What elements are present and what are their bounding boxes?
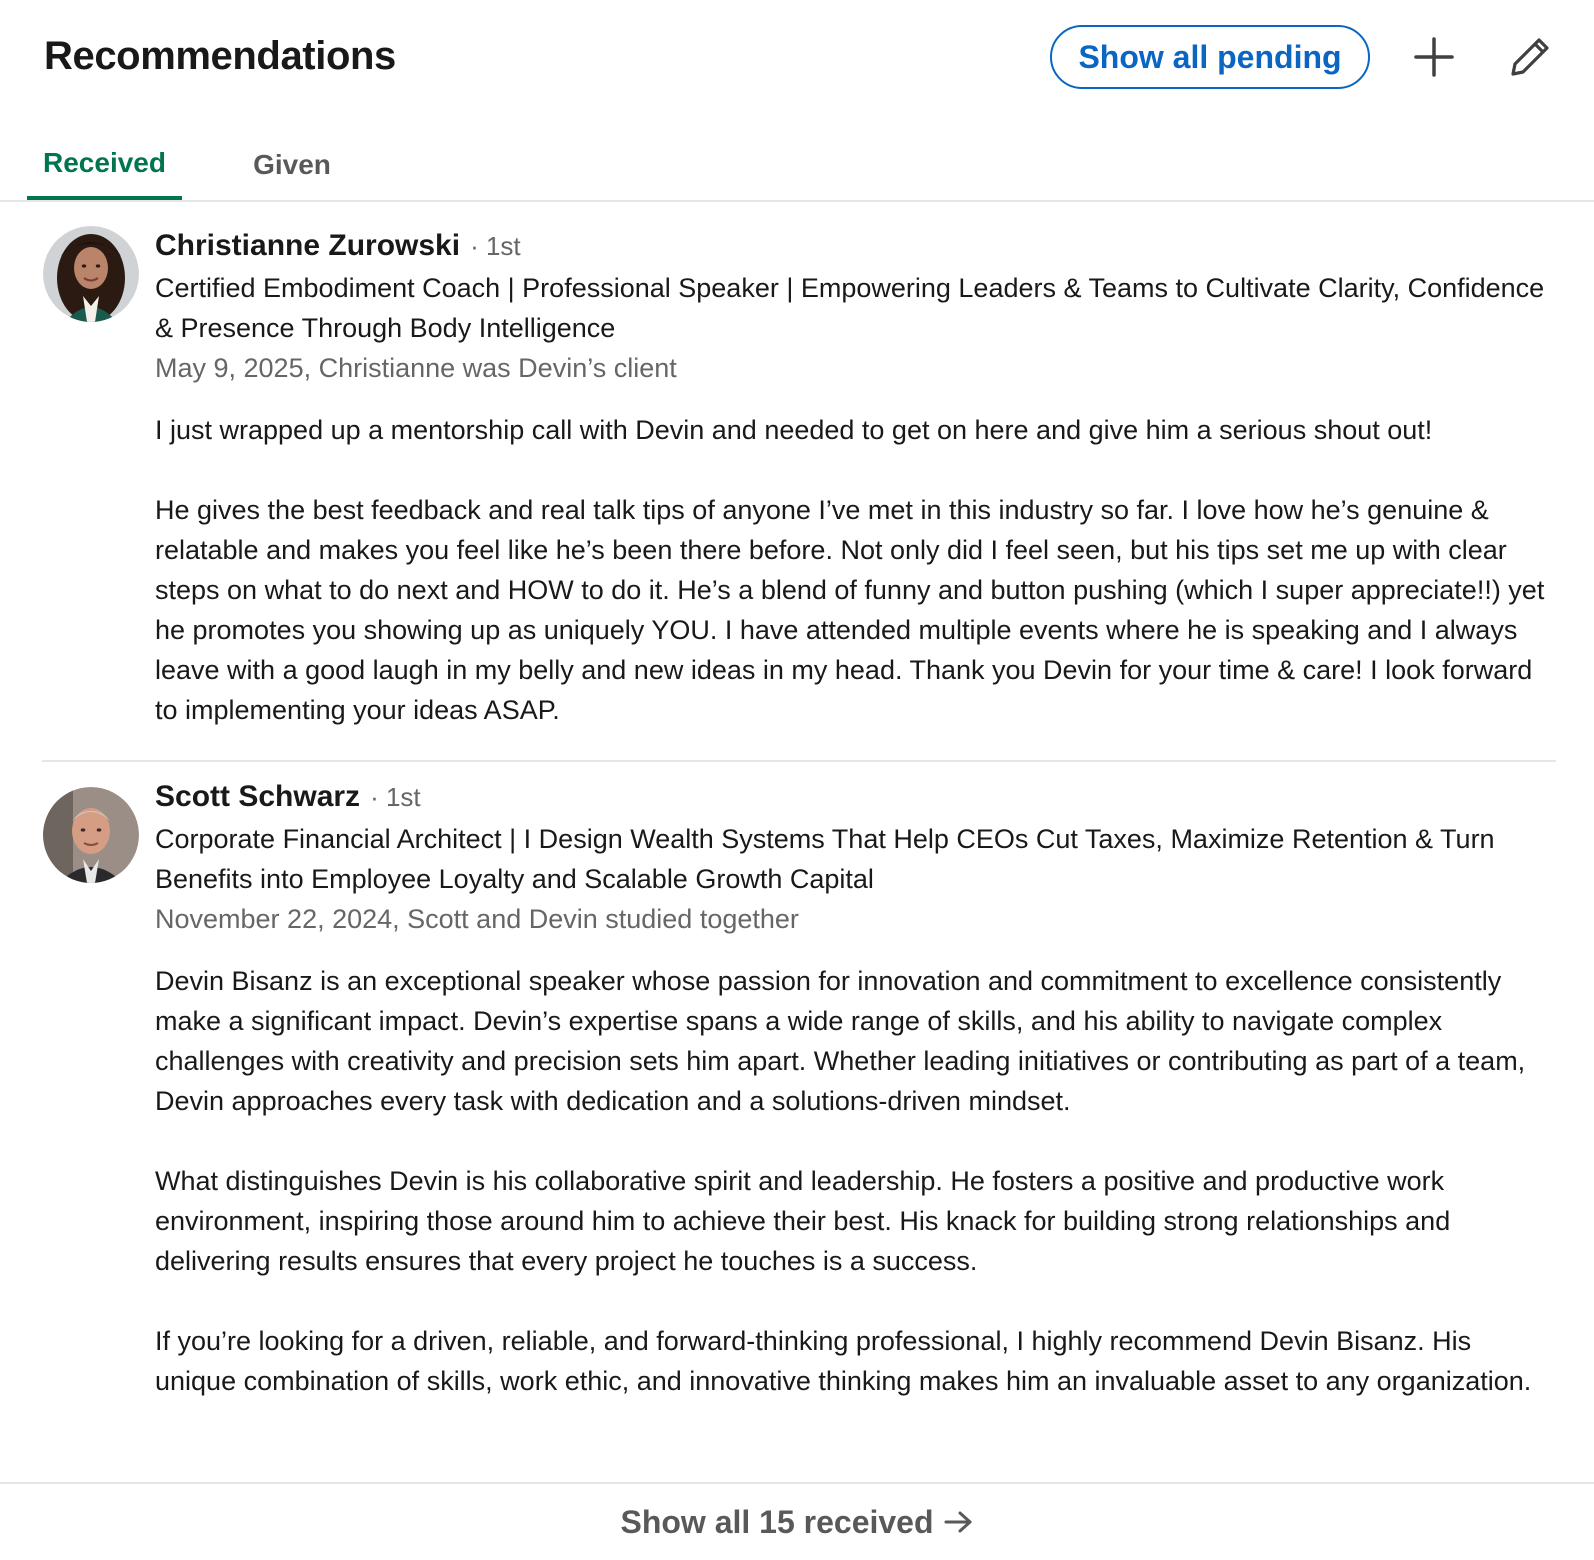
connection-degree: · 1st [470,231,521,261]
avatar[interactable] [43,226,139,322]
show-all-received-button[interactable] [0,1484,1594,1560]
add-recommendation-button[interactable] [1404,27,1464,87]
recommendation-paragraph: What distinguishes Devin is his collaborative spirit and leadership. He fosters a positive and productive work environment, inspiring those around him to achieve their best. His knack for building strong relationships and delivering results ensures that every project he touches is a success. [155,1166,1451,1276]
recommendation-paragraph: He gives the best feedback and real talk tips of anyone I’ve met in this industry so far. I love how he’s genuine & relatable and makes you feel like he’s been there before. Not only did I feel seen, but his tips set me up with clear steps on what to do next and HOW to do it. He’s a blend of funny and button pushing (which I super appreciate!!) yet he promotes you showing up as uniquely YOU. I have attended multiple events where he is speaking and I always leave with a good laugh in my belly and new ideas in my head. Thank you Devin for your time & care! I look forward to implementing your ideas ASAP. [155,495,1545,725]
section-footer [0,1482,1594,1558]
divider [42,760,1556,762]
edit-recommendations-button[interactable] [1500,27,1560,87]
recommendation-tabs [0,120,1594,202]
recommender-headline: Corporate Financial Architect | I Design Wealth Systems That Help CEOs Cut Taxes, Maximize Retention & Turn Benefits into Employee Loyalty and Scalable Growth Capital [155,824,1495,894]
pencil-icon [1509,36,1551,78]
recommendation-paragraph: If you’re looking for a driven, reliable, and forward-thinking professional, I highly recommend Devin Bisanz. His unique combination of skills, work ethic, and innovative thinking makes him an invaluable asset to any organization. [155,1326,1532,1396]
recommender-name[interactable]: Scott Schwarz [155,780,361,813]
recommender-headline: Certified Embodiment Coach | Professional Speaker | Empowering Leaders & Teams to Cultivate Clarity, Confidence & Presence Through Body Intelligence [155,273,1545,343]
recommendation-meta: May 9, 2025, Christianne was Devin’s client [155,353,677,383]
recommendation-meta: November 22, 2024, Scott and Devin studied together [155,904,799,934]
recommendation-paragraph: Devin Bisanz is an exceptional speaker whose passion for innovation and commitment to excellence consistently make a significant impact. Devin’s expertise spans a wide range of skills, and his ability to navigate complex challenges with creativity and precision sets him apart. Whether leading initiatives or contributing as part of a team, Devin approaches every task with dedication and a solutions-driven mindset. [155,966,1526,1116]
plus-icon [1414,37,1454,77]
recommender-name[interactable]: Christianne Zurowski [155,229,461,262]
avatar[interactable] [43,787,139,883]
show-all-pending-button[interactable]: Show all pending [1050,25,1370,89]
connection-degree: · 1st [370,782,421,812]
arrow-right-icon [944,1510,974,1534]
show-all-label: Show all 15 received [620,1503,934,1540]
tab-given[interactable]: Given [253,149,331,180]
section-title: Recommendations [44,34,396,78]
recommendation-text [155,961,1555,1401]
section-header [0,0,1594,120]
recommendation-paragraph: I just wrapped up a mentorship call with Devin and needed to get on here and give him a serious shout out! [155,415,1433,445]
tab-received[interactable]: Received [27,130,182,200]
recommendation-text [155,410,1555,730]
